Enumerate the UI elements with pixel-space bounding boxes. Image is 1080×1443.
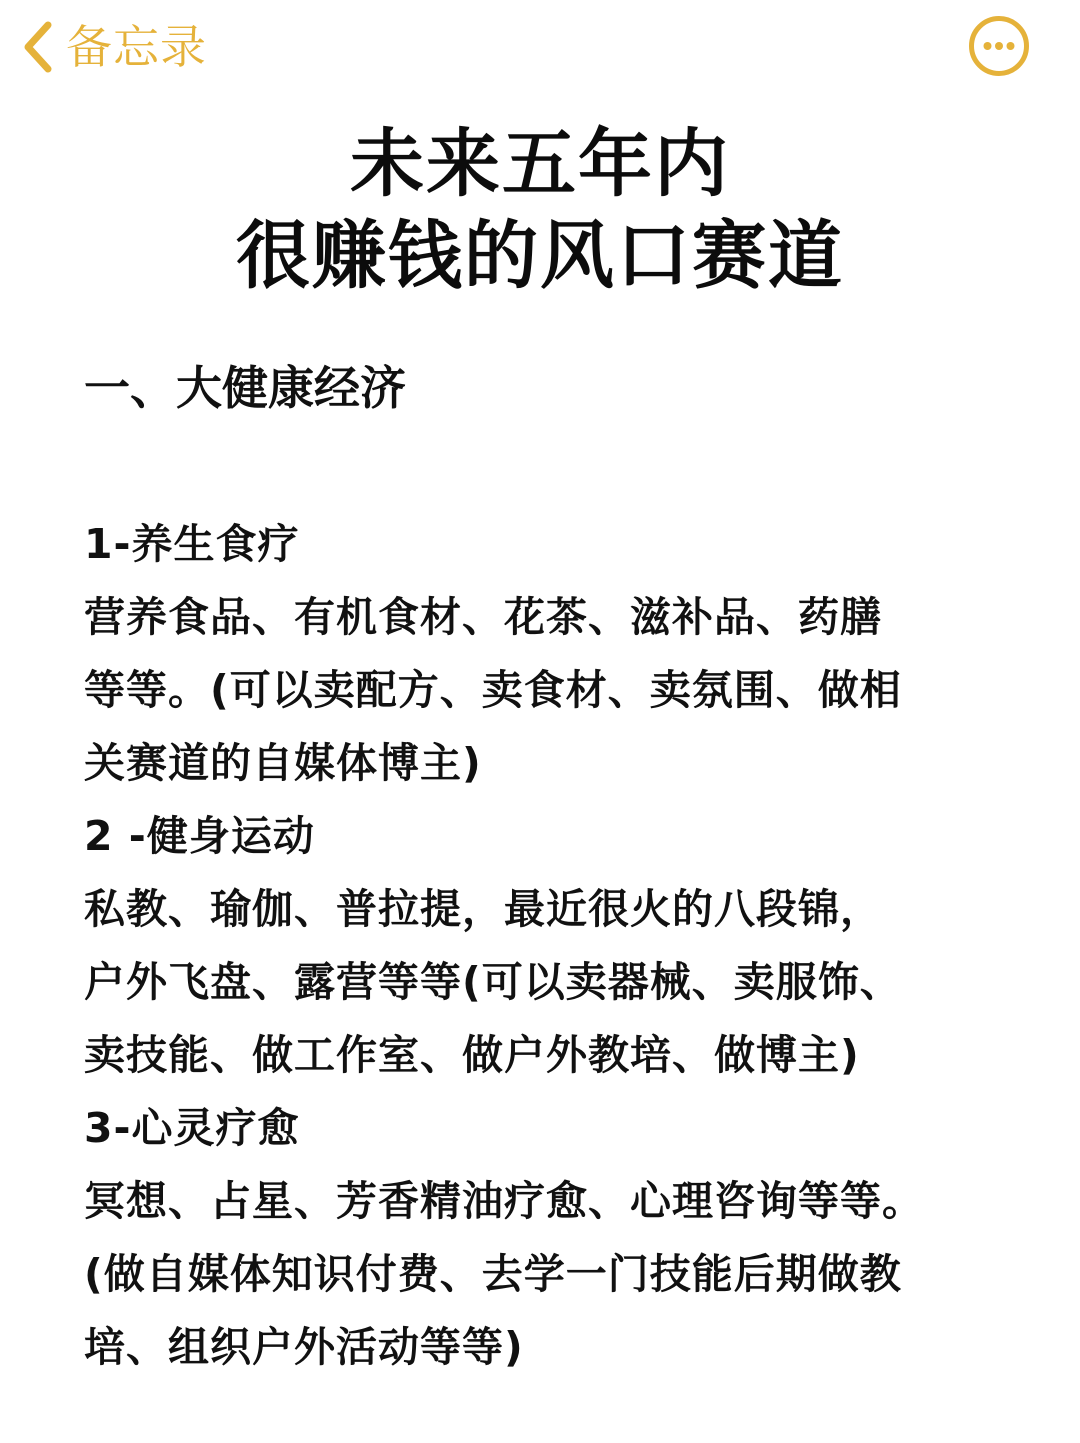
- item-text-line: (做自媒体知识付费、去学一门技能后期做教: [84, 1250, 902, 1298]
- item-text-line: 等等。(可以卖配方、卖食材、卖氛围、做相: [84, 666, 902, 714]
- more-button[interactable]: [968, 15, 1030, 77]
- item-heading: 2 -健身运动: [84, 812, 315, 860]
- item-text-line: 培、组织户外活动等等): [84, 1323, 524, 1371]
- item-text-line: 冥想、占星、芳香精油疗愈、心理咨询等等。: [84, 1177, 924, 1225]
- item-text-line: 户外飞盘、露营等等(可以卖器械、卖服饰、: [84, 958, 902, 1006]
- title-line-1: 未来五年内: [350, 121, 730, 207]
- navigation-bar: [0, 0, 1080, 100]
- note-body[interactable]: [84, 508, 1034, 1384]
- chevron-left-icon: [18, 19, 58, 75]
- more-horizontal-icon: [968, 15, 1030, 77]
- item-text-line: 关赛道的自媒体博主): [84, 739, 482, 787]
- item-text-line: 卖技能、做工作室、做户外教培、做博主): [84, 1031, 860, 1079]
- item-text-line: 营养食品、有机食材、花茶、滋补品、药膳: [84, 593, 882, 641]
- item-heading: 3-心灵疗愈: [84, 1104, 300, 1152]
- back-label: 备忘录: [66, 20, 207, 74]
- back-button[interactable]: [18, 12, 207, 82]
- note-title: [0, 118, 1080, 302]
- section-heading: 一、大健康经济: [84, 361, 406, 415]
- title-line-2: 很赚钱的风口赛道: [236, 213, 844, 299]
- item-heading: 1-养生食疗: [84, 520, 300, 568]
- item-text-line: 私教、瑜伽、普拉提，最近很火的八段锦，: [84, 885, 882, 933]
